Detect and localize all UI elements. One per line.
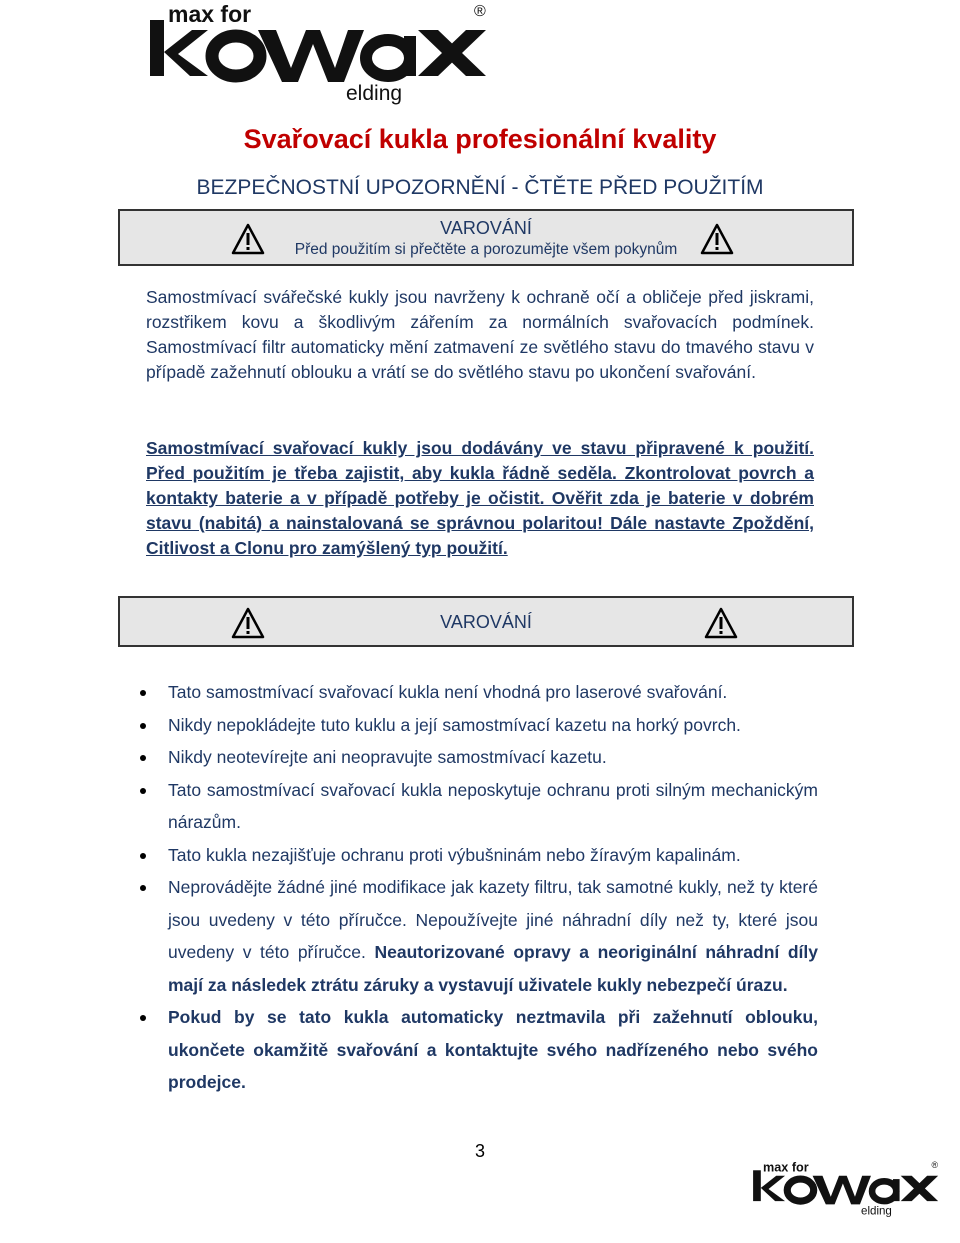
readiness-paragraph: Samostmívací svařovací kukly jsou dodávány ve stavu připravené k použití. Před použitím je třeba zajistit, aby kukla řádně seděla. Zkontrolovat povrch a kontakty baterie a v případě potřeby je očistit. Ověřit zda je baterie v dobrém stavu (nabitá) a nainstalovaná se správnou polaritou! Dále nastavte Zpoždění, Citlivost a Clonu pro zamýšlený typ použití.: [146, 438, 814, 558]
kowax-logo: [752, 1158, 942, 1220]
warning-box-instructions: [118, 209, 854, 266]
list-item: Nikdy neotevírejte ani neopravujte samostmívací kazetu.: [138, 741, 818, 774]
bullet-dot-icon: [140, 788, 146, 794]
list-item: Tato kukla nezajišťuje ochranu proti výbušninám nebo žíravým kapalinám.: [138, 839, 818, 872]
warning-box: [118, 596, 854, 647]
logo-suffix: elding: [346, 82, 403, 105]
warning-list: [138, 676, 818, 1099]
warning-triangle-icon: [704, 607, 738, 639]
warning-text: Před použitím si přečtěte a porozumějte všem pokynům: [294, 241, 678, 258]
bullet-dot-icon: [140, 723, 146, 729]
logo-suffix: elding: [861, 1205, 892, 1218]
list-item: Pokud by se tato kukla automaticky neztmavila při zažehnutí oblouku, ukončete okamžitě svařování a kontaktujte svého nadřízeného nebo svého prodejce.: [138, 1001, 818, 1099]
page-title: Svařovací kukla profesionální kvality: [243, 124, 717, 154]
list-item: Tato samostmívací svařovací kukla není vhodná pro laserové svařování.: [138, 676, 818, 709]
warning-heading: VAROVÁNÍ: [440, 218, 532, 238]
page-number: 3: [474, 1141, 485, 1161]
logo-prefix: max for: [168, 1, 252, 27]
kowax-logo: [148, 0, 493, 108]
bullet-dot-icon: [140, 690, 146, 696]
logo-prefix: max for: [763, 1160, 809, 1175]
bullet-dot-icon: [140, 853, 146, 859]
page-subtitle: BEZPEČNOSTNÍ UPOZORNĚNÍ - ČTĚTE PŘED POUŽITÍM: [196, 176, 764, 199]
bullet-dot-icon: [140, 1015, 146, 1021]
warning-triangle-icon: [700, 223, 734, 255]
intro-paragraph: Samostmívací svářečské kukly jsou navrženy k ochraně očí a obličeje před jiskrami, rozstřikem kovu a škodlivým zářením za normálních svařovacích podmínek. Samostmívací filtr automaticky mění zatmavení ze světlého stavu do tmavého stavu v případě zažehnutí oblouku a vrátí se do světlého stavu po ukončení svařování.: [146, 287, 814, 382]
bullet-dot-icon: [140, 885, 146, 891]
logo-registered: ®: [474, 3, 486, 20]
warning-heading: VAROVÁNÍ: [440, 612, 532, 632]
list-item: Nikdy nepokládejte tuto kuklu a její samostmívací kazetu na horký povrch.: [138, 709, 818, 742]
list-item: Tato samostmívací svařovací kukla neposkytuje ochranu proti silným mechanickým nárazům.: [138, 774, 818, 839]
logo-registered: ®: [931, 1160, 939, 1171]
bullet-dot-icon: [140, 755, 146, 761]
list-item: Neprovádějte žádné jiné modifikace jak kazety filtru, tak samotné kukly, než ty které jsou uvedeny v této příručce. Nepoužívejte jiné náhradní díly než ty, které jsou uvedeny v této příručce. Neautorizované opravy a neoriginální náhradní díly mají za následek ztrátu záruky a vystavují uživatele kukly nebezpečí úrazu.: [138, 871, 818, 1001]
